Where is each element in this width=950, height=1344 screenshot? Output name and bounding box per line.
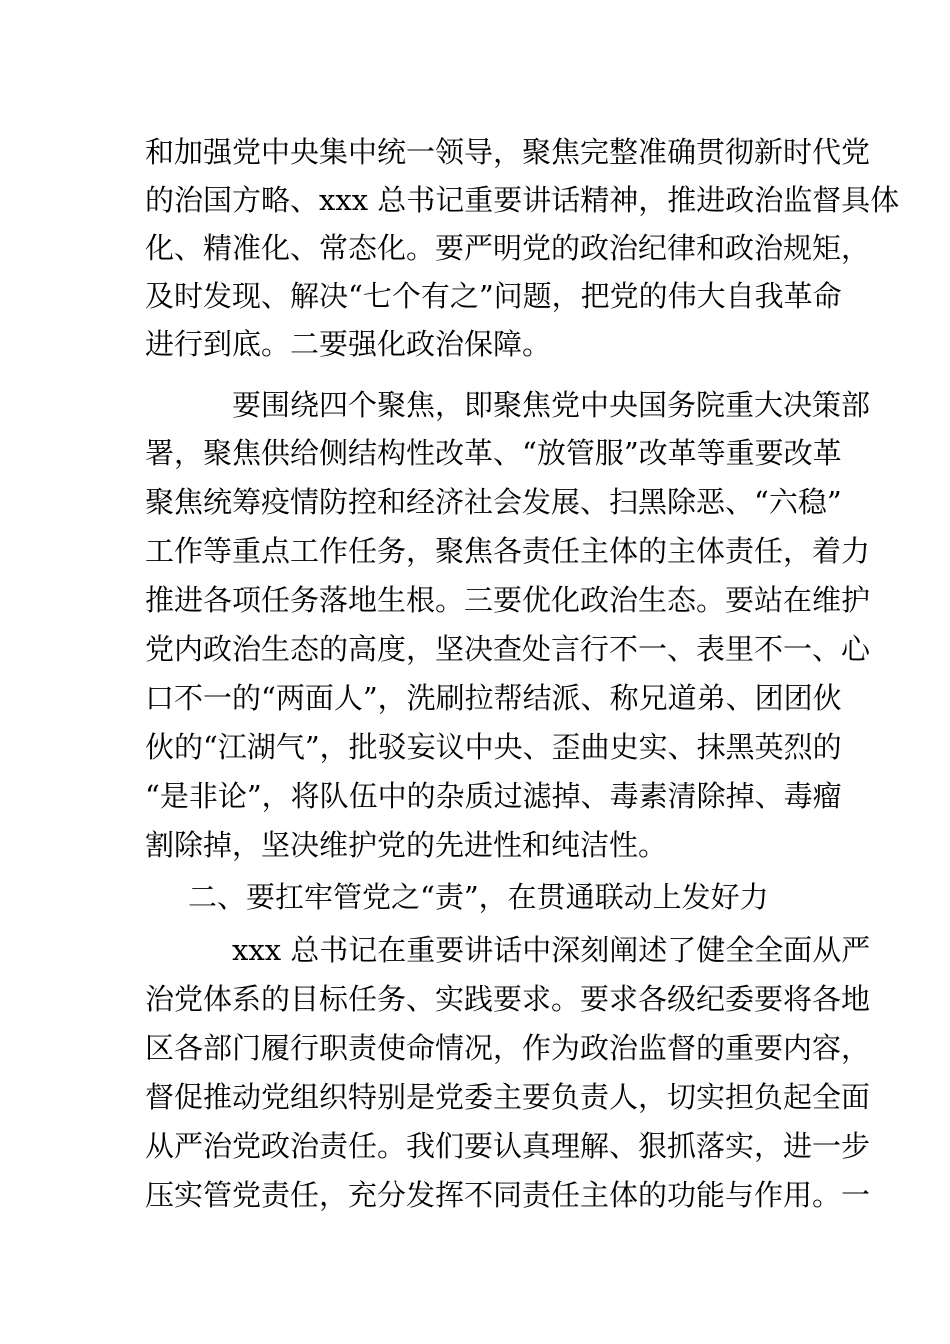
text-line: “是非论”，将队伍中的杂质过滤掉、毒素清除掉、毒瘤 (145, 779, 842, 813)
text-line: 推进各项任务落地生根。三要优化政治生态。要站在维护 (145, 583, 871, 617)
text-line: xxx 总书记在重要讲话中深刻阐述了健全全面从严 (232, 933, 871, 967)
text-line: 要围绕四个聚焦，即聚焦党中央国务院重大决策部 (232, 388, 871, 422)
text-line: 压实管党责任，充分发挥不同责任主体的功能与作用。一 (145, 1178, 871, 1212)
text-line: 及时发现、解决“七个有之”问题，把党的伟大自我革命 (145, 279, 842, 313)
text-line: 进行到底。二要强化政治保障。 (145, 327, 552, 361)
text-line: 的治国方略、xxx 总书记重要讲话精神，推进政治监督具体 (145, 183, 900, 217)
section-heading: 二、要扛牢管党之“责”，在贯通联动上发好力 (188, 880, 769, 914)
text-line: 工作等重点工作任务，聚焦各责任主体的主体责任，着力 (145, 534, 871, 568)
text-line: 伙的“江湖气”，批驳妄议中央、歪曲史实、抹黑英烈的 (145, 730, 842, 764)
text-line: 和加强党中央集中统一领导，聚焦完整准确贯彻新时代党 (145, 135, 871, 169)
text-line: 口不一的“两面人”，洗刷拉帮结派、称兄道弟、团团伙 (145, 681, 842, 715)
text-line: 化、精准化、常态化。要严明党的政治纪律和政治规矩， (145, 231, 871, 265)
text-line: 割除掉，坚决维护党的先进性和纯洁性。 (145, 828, 668, 862)
text-line: 治党体系的目标任务、实践要求。要求各级纪委要将各地 (145, 982, 871, 1016)
text-line: 从严治党政治责任。我们要认真理解、狠抓落实，进一步 (145, 1129, 871, 1163)
text-line: 聚焦统筹疫情防控和经济社会发展、扫黑除恶、“六稳” (145, 485, 842, 519)
text-line: 区各部门履行职责使命情况，作为政治监督的重要内容， (145, 1031, 871, 1065)
text-line: 署，聚焦供给侧结构性改革、“放管服”改革等重要改革 (145, 436, 842, 470)
text-line: 党内政治生态的高度，坚决查处言行不一、表里不一、心 (145, 632, 871, 666)
text-line: 督促推动党组织特别是党委主要负责人，切实担负起全面 (145, 1080, 871, 1114)
